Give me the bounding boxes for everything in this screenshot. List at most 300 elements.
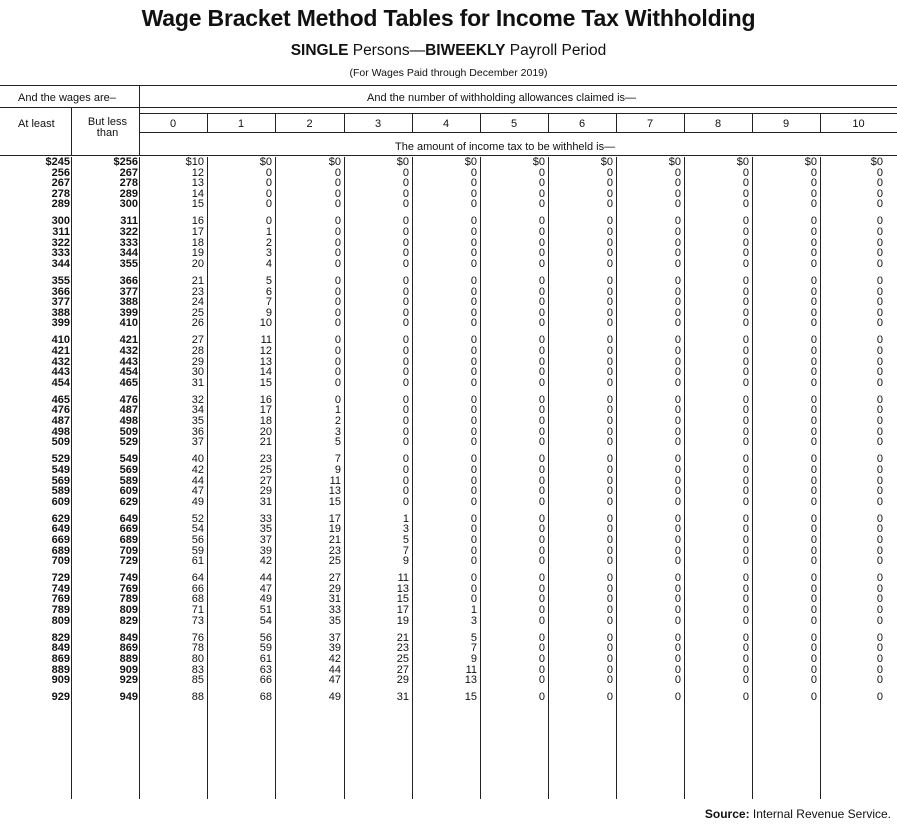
withholding-cell-allowance-3: 0 xyxy=(402,166,409,179)
withholding-cell-allowance-5: 0 xyxy=(538,393,545,406)
but-less-than-cell: 267 xyxy=(119,166,138,179)
withholding-cell-allowance-9: 0 xyxy=(810,274,817,287)
withholding-cell-allowance-1: 2 xyxy=(265,236,272,249)
withholding-cell-allowance-4: 0 xyxy=(470,177,477,190)
withholding-cell-allowance-4: 0 xyxy=(470,376,477,389)
withholding-cell-allowance-3: 25 xyxy=(396,652,409,665)
withholding-cell-allowance-5: 0 xyxy=(538,572,545,585)
row-group xyxy=(0,454,897,507)
withholding-cell-allowance-6: 0 xyxy=(606,247,613,260)
withholding-cell-allowance-0: 88 xyxy=(191,691,204,704)
but-less-than-cell: 709 xyxy=(119,544,138,557)
withholding-cell-allowance-6: 0 xyxy=(606,652,613,665)
withholding-cell-allowance-10: 0 xyxy=(876,274,883,287)
withholding-cell-allowance-10: 0 xyxy=(876,534,883,546)
withholding-cell-allowance-10: 0 xyxy=(876,296,883,309)
withholding-cell-allowance-3: 0 xyxy=(402,177,409,190)
withholding-cell-allowance-7: 0 xyxy=(674,317,681,330)
withholding-cell-allowance-9: 0 xyxy=(810,512,817,525)
withholding-cell-allowance-10: 0 xyxy=(876,691,883,704)
withholding-cell-allowance-1: 59 xyxy=(259,642,272,655)
withholding-cell-allowance-10: $0 xyxy=(870,156,883,168)
at-least-cell: 289 xyxy=(51,198,70,211)
but-less-than-cell: 589 xyxy=(119,474,138,487)
withholding-cell-allowance-1: 16 xyxy=(259,393,272,406)
withholding-cell-allowance-2: 9 xyxy=(334,463,341,476)
withholding-cell-allowance-6: $0 xyxy=(600,156,613,168)
withholding-cell-allowance-9: 0 xyxy=(810,604,817,617)
withholding-cell-allowance-0: 19 xyxy=(191,247,204,260)
row-group xyxy=(0,692,897,703)
withholding-cell-allowance-6: 0 xyxy=(606,631,613,644)
withholding-cell-allowance-5: 0 xyxy=(538,187,545,200)
withholding-cell-allowance-6: 0 xyxy=(606,296,613,309)
withholding-cell-allowance-2: 0 xyxy=(334,177,341,190)
withholding-cell-allowance-7: 0 xyxy=(674,187,681,200)
withholding-cell-allowance-3: 0 xyxy=(402,334,409,347)
withholding-cell-allowance-8: 0 xyxy=(742,544,749,557)
withholding-cell-allowance-0: 20 xyxy=(191,257,204,270)
but-less-than-cell: 629 xyxy=(119,495,138,508)
withholding-cell-allowance-1: 54 xyxy=(259,614,272,627)
header-column-divider xyxy=(344,113,345,132)
withholding-cell-allowance-2: 0 xyxy=(334,296,341,309)
withholding-cell-allowance-5: 0 xyxy=(538,177,545,190)
withholding-cell-allowance-7: $0 xyxy=(668,156,681,168)
withholding-cell-allowance-4: 0 xyxy=(470,257,477,270)
withholding-cell-allowance-9: 0 xyxy=(810,691,817,704)
withholding-cell-allowance-10: 0 xyxy=(876,345,883,357)
source-text: Internal Revenue Service. xyxy=(749,807,891,821)
withholding-cell-allowance-1: 27 xyxy=(259,474,272,487)
row-group xyxy=(0,633,897,686)
at-least-cell: 256 xyxy=(51,166,70,179)
but-less-than-cell: 465 xyxy=(119,376,138,389)
withholding-cell-allowance-1: 37 xyxy=(259,534,272,546)
withholding-cell-allowance-10: 0 xyxy=(876,376,883,389)
withholding-cell-allowance-4: 0 xyxy=(470,544,477,557)
allowance-column-0: 0 xyxy=(169,118,177,130)
table-row xyxy=(0,654,897,665)
withholding-cell-allowance-2: 0 xyxy=(334,376,341,389)
withholding-cell-allowance-2: 0 xyxy=(334,345,341,357)
withholding-cell-allowance-3: 0 xyxy=(402,257,409,270)
source-note xyxy=(705,807,891,821)
source-label: Source: xyxy=(704,807,750,821)
but-less-than-cell: 344 xyxy=(119,247,138,260)
at-least-cell: 889 xyxy=(51,663,70,676)
withholding-cell-allowance-4: 3 xyxy=(470,614,477,627)
but-less-than-cell: $256 xyxy=(113,156,138,168)
withholding-cell-allowance-3: 15 xyxy=(396,593,409,606)
page-title: Wage Bracket Method Tables for Income Tax Withholding xyxy=(141,5,756,31)
withholding-cell-allowance-10: 0 xyxy=(876,582,883,595)
withholding-cell-allowance-1: 51 xyxy=(259,604,272,617)
withholding-cell-allowance-5: 0 xyxy=(538,544,545,557)
withholding-cell-allowance-2: 0 xyxy=(334,285,341,298)
but-less-than-cell: 669 xyxy=(119,523,138,536)
withholding-cell-allowance-3: 0 xyxy=(402,296,409,309)
but-less-than-cell: 529 xyxy=(119,436,138,449)
withholding-cell-allowance-2: 31 xyxy=(328,593,341,606)
withholding-cell-allowance-3: 29 xyxy=(396,674,409,687)
withholding-cell-allowance-3: 0 xyxy=(402,404,409,417)
withholding-cell-allowance-7: 0 xyxy=(674,534,681,546)
withholding-cell-allowance-10: 0 xyxy=(876,187,883,200)
table-row xyxy=(0,437,897,448)
but-less-than-cell: 769 xyxy=(119,582,138,595)
withholding-cell-allowance-9: 0 xyxy=(810,631,817,644)
withholding-cell-allowance-9: 0 xyxy=(810,495,817,508)
withholding-cell-allowance-6: 0 xyxy=(606,393,613,406)
at-least-cell: 789 xyxy=(51,604,70,617)
withholding-cell-allowance-1: 25 xyxy=(259,463,272,476)
withholding-cell-allowance-1: 39 xyxy=(259,544,272,557)
subtitle-single: SINGLE xyxy=(290,42,349,59)
but-less-than-cell: 476 xyxy=(119,393,138,406)
withholding-cell-allowance-10: 0 xyxy=(876,236,883,249)
withholding-cell-allowance-5: $0 xyxy=(532,156,545,168)
at-least-cell: 355 xyxy=(51,274,70,287)
but-less-than-cell: 498 xyxy=(119,415,138,428)
withholding-cell-allowance-4: 0 xyxy=(470,355,477,368)
withholding-cell-allowance-4: 0 xyxy=(470,415,477,428)
allowance-column-5: 5 xyxy=(510,118,518,130)
withholding-cell-allowance-10: 0 xyxy=(876,226,883,239)
withholding-cell-allowance-8: 0 xyxy=(742,215,749,228)
table-row xyxy=(0,556,897,567)
but-less-than-cell: 829 xyxy=(119,614,138,627)
withholding-cell-allowance-8: 0 xyxy=(742,631,749,644)
at-least-cell: 649 xyxy=(51,523,70,536)
withholding-cell-allowance-3: 0 xyxy=(402,355,409,368)
withholding-cell-allowance-6: 0 xyxy=(606,187,613,200)
withholding-cell-allowance-6: 0 xyxy=(606,555,613,568)
withholding-cell-allowance-8: 0 xyxy=(742,652,749,665)
withholding-cell-allowance-8: 0 xyxy=(742,691,749,704)
but-less-than-cell: 432 xyxy=(119,345,138,357)
but-less-than-cell: 487 xyxy=(119,404,138,417)
withholding-cell-allowance-7: 0 xyxy=(674,614,681,627)
at-least-cell: 809 xyxy=(51,614,70,627)
but-less-than-cell: 869 xyxy=(119,642,138,655)
withholding-cell-allowance-2: 2 xyxy=(334,415,341,428)
withholding-cell-allowance-0: 83 xyxy=(191,663,204,676)
withholding-cell-allowance-6: 0 xyxy=(606,485,613,498)
withholding-cell-allowance-3: 21 xyxy=(396,631,409,644)
withholding-cell-allowance-6: 0 xyxy=(606,306,613,319)
withholding-cell-allowance-9: 0 xyxy=(810,415,817,428)
withholding-cell-allowance-7: 0 xyxy=(674,296,681,309)
withholding-cell-allowance-2: 0 xyxy=(334,226,341,239)
at-least-cell: 421 xyxy=(51,345,70,357)
but-less-than-cell: 549 xyxy=(119,453,138,466)
withholding-cell-allowance-8: 0 xyxy=(742,604,749,617)
withholding-cell-allowance-6: 0 xyxy=(606,512,613,525)
at-least-cell: 498 xyxy=(51,425,70,438)
but-less-than-cell: 849 xyxy=(119,631,138,644)
header-column-divider xyxy=(412,113,413,132)
withholding-cell-allowance-3: 17 xyxy=(396,604,409,617)
withholding-cell-allowance-2: $0 xyxy=(328,156,341,168)
withholding-cell-allowance-9: 0 xyxy=(810,582,817,595)
withholding-cell-allowance-3: 5 xyxy=(402,534,409,546)
withholding-cell-allowance-0: 14 xyxy=(191,187,204,200)
withholding-cell-allowance-6: 0 xyxy=(606,523,613,536)
withholding-cell-allowance-1: 15 xyxy=(259,376,272,389)
withholding-cell-allowance-3: 0 xyxy=(402,226,409,239)
withholding-cell-allowance-0: 36 xyxy=(191,425,204,438)
withholding-cell-allowance-2: 33 xyxy=(328,604,341,617)
withholding-cell-allowance-9: $0 xyxy=(804,156,817,168)
at-least-cell: 609 xyxy=(51,495,70,508)
withholding-cell-allowance-5: 0 xyxy=(538,296,545,309)
withholding-cell-allowance-5: 0 xyxy=(538,512,545,525)
withholding-cell-allowance-0: 12 xyxy=(191,166,204,179)
allowance-column-6: 6 xyxy=(578,118,586,130)
withholding-cell-allowance-5: 0 xyxy=(538,166,545,179)
withholding-cell-allowance-4: 0 xyxy=(470,393,477,406)
at-least-cell: 267 xyxy=(51,177,70,190)
withholding-cell-allowance-7: 0 xyxy=(674,425,681,438)
withholding-cell-allowance-2: 17 xyxy=(328,512,341,525)
withholding-cell-allowance-9: 0 xyxy=(810,523,817,536)
withholding-cell-allowance-0: 35 xyxy=(191,415,204,428)
withholding-cell-allowance-1: 20 xyxy=(259,425,272,438)
header-divider-wages xyxy=(71,107,72,155)
withholding-cell-allowance-4: 0 xyxy=(470,593,477,606)
withholding-cell-allowance-7: 0 xyxy=(674,285,681,298)
withholding-cell-allowance-4: 0 xyxy=(470,215,477,228)
withholding-cell-allowance-4: 0 xyxy=(470,345,477,357)
at-least-cell: 410 xyxy=(51,334,70,347)
withholding-cell-allowance-7: 0 xyxy=(674,247,681,260)
withholding-cell-allowance-9: 0 xyxy=(810,247,817,260)
withholding-cell-allowance-10: 0 xyxy=(876,285,883,298)
withholding-cell-allowance-6: 0 xyxy=(606,642,613,655)
table-row xyxy=(0,675,897,686)
withholding-cell-allowance-3: 19 xyxy=(396,614,409,627)
withholding-cell-allowance-2: 0 xyxy=(334,366,341,379)
row-group xyxy=(0,514,897,567)
withholding-cell-allowance-6: 0 xyxy=(606,345,613,357)
withholding-cell-allowance-10: 0 xyxy=(876,334,883,347)
withholding-cell-allowance-6: 0 xyxy=(606,177,613,190)
withholding-cell-allowance-8: 0 xyxy=(742,334,749,347)
withholding-cell-allowance-7: 0 xyxy=(674,652,681,665)
header-top-rule xyxy=(0,85,897,86)
withholding-cell-allowance-2: 13 xyxy=(328,485,341,498)
withholding-cell-allowance-9: 0 xyxy=(810,345,817,357)
but-less-than-cell: 421 xyxy=(119,334,138,347)
withholding-cell-allowance-4: 0 xyxy=(470,495,477,508)
withholding-cell-allowance-2: 15 xyxy=(328,495,341,508)
withholding-cell-allowance-8: 0 xyxy=(742,274,749,287)
withholding-cell-allowance-6: 0 xyxy=(606,534,613,546)
withholding-cell-allowance-10: 0 xyxy=(876,463,883,476)
allowances-claimed-label: And the number of withholding allowances claimed is— xyxy=(367,92,637,104)
withholding-cell-allowance-3: 0 xyxy=(402,187,409,200)
at-least-cell: 729 xyxy=(51,572,70,585)
withholding-cell-allowance-7: 0 xyxy=(674,198,681,211)
withholding-cell-allowance-2: 0 xyxy=(334,306,341,319)
withholding-cell-allowance-1: 44 xyxy=(259,572,272,585)
withholding-cell-allowance-0: 29 xyxy=(191,355,204,368)
at-least-cell: 300 xyxy=(51,215,70,228)
but-less-than-cell: 909 xyxy=(119,663,138,676)
but-less-than-cell: 278 xyxy=(119,177,138,190)
withholding-cell-allowance-5: 0 xyxy=(538,404,545,417)
row-group xyxy=(0,335,897,388)
withholding-cell-allowance-9: 0 xyxy=(810,306,817,319)
withholding-cell-allowance-10: 0 xyxy=(876,247,883,260)
withholding-cell-allowance-1: 5 xyxy=(265,274,272,287)
but-less-than-cell: 377 xyxy=(119,285,138,298)
withholding-cell-allowance-6: 0 xyxy=(606,257,613,270)
withholding-cell-allowance-6: 0 xyxy=(606,463,613,476)
withholding-cell-allowance-5: 0 xyxy=(538,334,545,347)
withholding-cell-allowance-0: 31 xyxy=(191,376,204,389)
at-least-cell: 869 xyxy=(51,652,70,665)
withholding-cell-allowance-7: 0 xyxy=(674,463,681,476)
withholding-cell-allowance-0: 16 xyxy=(191,215,204,228)
at-least-label: At least xyxy=(18,118,55,130)
withholding-cell-allowance-10: 0 xyxy=(876,166,883,179)
withholding-cell-allowance-0: 44 xyxy=(191,474,204,487)
withholding-cell-allowance-5: 0 xyxy=(538,474,545,487)
withholding-cell-allowance-5: 0 xyxy=(538,236,545,249)
withholding-cell-allowance-4: 0 xyxy=(470,485,477,498)
withholding-cell-allowance-5: 0 xyxy=(538,436,545,449)
withholding-cell-allowance-7: 0 xyxy=(674,663,681,676)
at-least-cell: 322 xyxy=(51,236,70,249)
withholding-cell-allowance-9: 0 xyxy=(810,593,817,606)
at-least-cell: 669 xyxy=(51,534,70,546)
withholding-cell-allowance-2: 39 xyxy=(328,642,341,655)
withholding-cell-allowance-3: 0 xyxy=(402,463,409,476)
row-group xyxy=(0,157,897,210)
withholding-cell-allowance-0: 13 xyxy=(191,177,204,190)
withholding-cell-allowance-4: 1 xyxy=(470,604,477,617)
withholding-cell-allowance-1: 61 xyxy=(259,652,272,665)
withholding-cell-allowance-9: 0 xyxy=(810,614,817,627)
withholding-cell-allowance-4: 0 xyxy=(470,226,477,239)
withholding-cell-allowance-6: 0 xyxy=(606,215,613,228)
withholding-cell-allowance-1: 3 xyxy=(265,247,272,260)
table-row xyxy=(0,616,897,627)
withholding-cell-allowance-8: 0 xyxy=(742,512,749,525)
withholding-cell-allowance-8: 0 xyxy=(742,474,749,487)
withholding-cell-allowance-7: 0 xyxy=(674,593,681,606)
withholding-cell-allowance-6: 0 xyxy=(606,614,613,627)
withholding-cell-allowance-10: 0 xyxy=(876,474,883,487)
allowance-column-8: 8 xyxy=(714,118,722,130)
allowance-column-10: 10 xyxy=(852,118,865,130)
withholding-cell-allowance-4: 0 xyxy=(470,582,477,595)
but-less-than-cell: 399 xyxy=(119,306,138,319)
withholding-cell-allowance-1: 17 xyxy=(259,404,272,417)
withholding-cell-allowance-8: 0 xyxy=(742,187,749,200)
withholding-cell-allowance-1: 0 xyxy=(265,187,272,200)
withholding-cell-allowance-8: 0 xyxy=(742,404,749,417)
withholding-cell-allowance-10: 0 xyxy=(876,317,883,330)
withholding-cell-allowance-9: 0 xyxy=(810,642,817,655)
at-least-cell: 829 xyxy=(51,631,70,644)
withholding-cell-allowance-5: 0 xyxy=(538,215,545,228)
withholding-cell-allowance-5: 0 xyxy=(538,226,545,239)
withholding-cell-allowance-2: 21 xyxy=(328,534,341,546)
withholding-cell-allowance-8: 0 xyxy=(742,614,749,627)
withholding-cell-allowance-9: 0 xyxy=(810,187,817,200)
subtitle-biweekly: BIWEEKLY xyxy=(425,42,506,59)
withholding-cell-allowance-0: 24 xyxy=(191,296,204,309)
allowance-column-9: 9 xyxy=(782,118,790,130)
withholding-cell-allowance-9: 0 xyxy=(810,404,817,417)
withholding-cell-allowance-8: 0 xyxy=(742,572,749,585)
withholding-cell-allowance-9: 0 xyxy=(810,257,817,270)
withholding-cell-allowance-1: 0 xyxy=(265,198,272,211)
withholding-cell-allowance-3: 0 xyxy=(402,317,409,330)
withholding-cell-allowance-10: 0 xyxy=(876,663,883,676)
withholding-cell-allowance-9: 0 xyxy=(810,236,817,249)
at-least-cell: 432 xyxy=(51,355,70,368)
withholding-cell-allowance-3: $0 xyxy=(396,156,409,168)
withholding-cell-allowance-9: 0 xyxy=(810,485,817,498)
header-rule-3 xyxy=(139,132,897,133)
withholding-cell-allowance-7: 0 xyxy=(674,523,681,536)
withholding-cell-allowance-5: 0 xyxy=(538,485,545,498)
withholding-cell-allowance-10: 0 xyxy=(876,485,883,498)
withholding-cell-allowance-6: 0 xyxy=(606,376,613,389)
withholding-cell-allowance-1: 13 xyxy=(259,355,272,368)
withholding-cell-allowance-9: 0 xyxy=(810,534,817,546)
withholding-cell-allowance-1: 33 xyxy=(259,512,272,525)
withholding-cell-allowance-0: 64 xyxy=(191,572,204,585)
withholding-cell-allowance-7: 0 xyxy=(674,177,681,190)
withholding-cell-allowance-4: 0 xyxy=(470,555,477,568)
withholding-cell-allowance-9: 0 xyxy=(810,555,817,568)
header-rule-1 xyxy=(0,107,897,108)
withholding-cell-allowance-9: 0 xyxy=(810,572,817,585)
at-least-cell: 333 xyxy=(51,247,70,260)
withholding-cell-allowance-7: 0 xyxy=(674,166,681,179)
withholding-cell-allowance-1: 6 xyxy=(265,285,272,298)
but-less-than-cell: 355 xyxy=(119,257,138,270)
withholding-cell-allowance-10: 0 xyxy=(876,674,883,687)
wages-are-label: And the wages are– xyxy=(18,92,116,104)
withholding-cell-allowance-5: 0 xyxy=(538,415,545,428)
withholding-cell-allowance-2: 47 xyxy=(328,674,341,687)
at-least-cell: 529 xyxy=(51,453,70,466)
withholding-cell-allowance-1: 0 xyxy=(265,215,272,228)
but-less-than-cell: 388 xyxy=(119,296,138,309)
withholding-cell-allowance-1: 56 xyxy=(259,631,272,644)
withholding-cell-allowance-10: 0 xyxy=(876,198,883,211)
withholding-cell-allowance-0: 23 xyxy=(191,285,204,298)
withholding-cell-allowance-9: 0 xyxy=(810,296,817,309)
but-less-than-cell: 689 xyxy=(119,534,138,546)
withholding-cell-allowance-4: 0 xyxy=(470,317,477,330)
withholding-cell-allowance-2: 0 xyxy=(334,187,341,200)
at-least-cell: 709 xyxy=(51,555,70,568)
withholding-cell-allowance-2: 29 xyxy=(328,582,341,595)
but-less-than-cell: 929 xyxy=(119,674,138,687)
but-less-than-cell: 609 xyxy=(119,485,138,498)
withholding-cell-allowance-5: 0 xyxy=(538,453,545,466)
withholding-cell-allowance-6: 0 xyxy=(606,572,613,585)
withholding-cell-allowance-6: 0 xyxy=(606,334,613,347)
allowance-column-4: 4 xyxy=(442,118,450,130)
